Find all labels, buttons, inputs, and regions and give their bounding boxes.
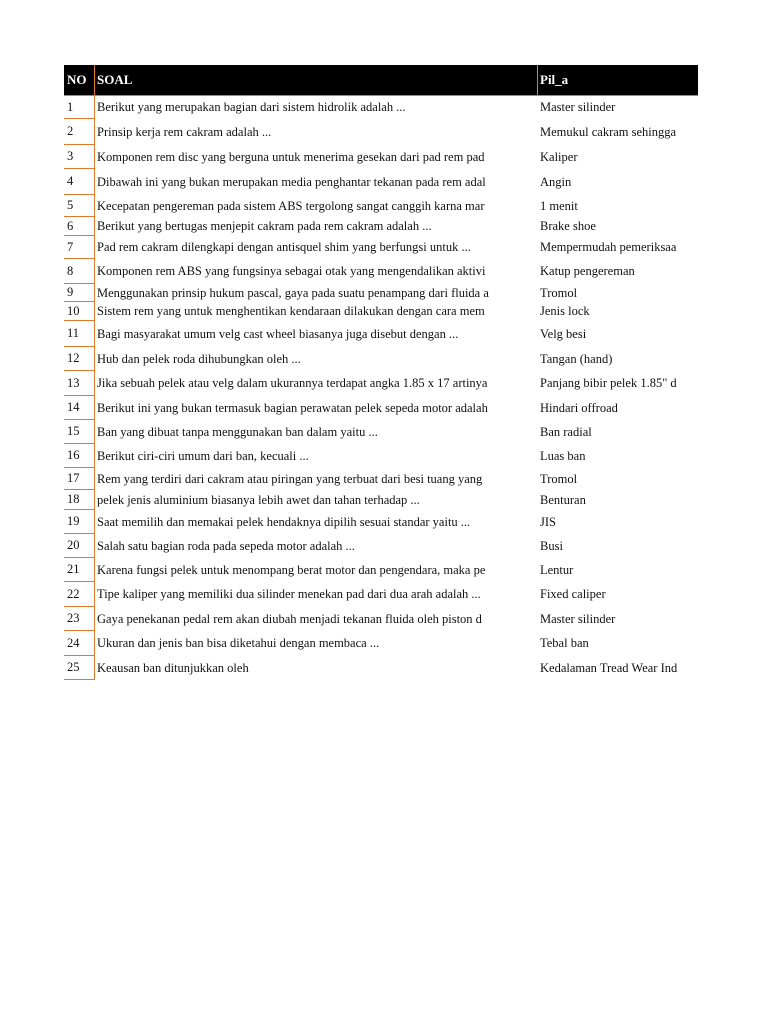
cell-pil-a[interactable]: Tebal ban (540, 636, 589, 650)
cell-no[interactable]: 9 (64, 284, 95, 302)
table-row (64, 236, 698, 259)
cell-no[interactable]: 23 (64, 607, 95, 631)
cell-no[interactable]: 14 (64, 396, 95, 420)
cell-pil-a[interactable]: Katup pengereman (540, 264, 635, 278)
cell-no[interactable]: 19 (64, 510, 95, 534)
cell-soal[interactable]: Gaya penekanan pedal rem akan diubah menjadi tekanan fluida oleh piston d (97, 611, 482, 626)
cell-no[interactable]: 17 (64, 468, 95, 490)
cell-soal[interactable]: Komponen rem disc yang berguna untuk menerima gesekan dari pad rem pad (97, 149, 485, 164)
cell-pil-a[interactable]: Tangan (hand) (540, 351, 613, 366)
cell-soal[interactable]: Rem yang terdiri dari cakram atau piringan yang terbuat dari besi tuang yang (97, 471, 483, 486)
header-soal[interactable]: SOAL (95, 65, 538, 95)
cell-soal[interactable]: Ukuran dan jenis ban bisa diketahui dengan membaca ... (97, 636, 380, 650)
table-row (64, 444, 698, 468)
header-pil-a[interactable]: Pil_a (540, 72, 569, 87)
cell-no[interactable]: 4 (64, 169, 95, 195)
cell-no[interactable]: 10 (64, 302, 95, 321)
cell-no[interactable]: 12 (64, 347, 95, 371)
table-row (64, 217, 698, 236)
cell-soal[interactable]: Hub dan pelek roda dihubungkan oleh ... (97, 351, 301, 366)
cell-pil-a[interactable]: Tromol (540, 471, 578, 486)
cell-no[interactable]: 3 (64, 145, 95, 169)
table-row (64, 169, 698, 195)
header-row (64, 65, 698, 96)
cell-pil-a[interactable]: Memukul cakram sehingga (540, 124, 677, 139)
cell-soal[interactable]: Saat memilih dan memakai pelek hendaknya dipilih sesuai standar yaitu ... (97, 514, 471, 529)
cell-no[interactable]: 2 (64, 119, 95, 145)
cell-no[interactable]: 20 (64, 534, 95, 558)
cell-soal[interactable]: Pad rem cakram dilengkapi dengan antisquel shim yang berfungsi untuk ... (97, 240, 471, 254)
cell-pil-a[interactable]: Panjang bibir pelek 1.85" d (540, 376, 677, 390)
cell-pil-a[interactable]: Busi (540, 538, 563, 553)
table-row (64, 420, 698, 444)
cell-no[interactable]: 22 (64, 582, 95, 607)
cell-pil-a[interactable]: Master silinder (540, 611, 616, 626)
cell-soal[interactable]: Berikut ini yang bukan termasuk bagian perawatan pelek sepeda motor adalah (97, 400, 488, 415)
table-row (64, 347, 698, 371)
cell-soal[interactable]: pelek jenis aluminium biasanya lebih awet dan tahan terhadap ... (97, 492, 420, 507)
table-row (64, 490, 698, 510)
cell-no[interactable]: 16 (64, 444, 95, 468)
cell-no[interactable]: 7 (64, 236, 95, 259)
table-row (64, 195, 698, 217)
table-row (64, 284, 698, 302)
cell-no[interactable]: 21 (64, 558, 95, 582)
cell-soal[interactable]: Karena fungsi pelek untuk menompang berat motor dan pengendara, maka pe (97, 562, 486, 577)
cell-pil-a[interactable]: Fixed caliper (540, 587, 606, 601)
table-row (64, 656, 698, 680)
cell-pil-a[interactable]: 1 menit (540, 198, 578, 213)
cell-no[interactable]: 24 (64, 631, 95, 656)
cell-pil-a[interactable]: Luas ban (540, 448, 586, 463)
table-row (64, 582, 698, 607)
cell-no[interactable]: 1 (64, 96, 95, 119)
cell-soal[interactable]: Dibawah ini yang bukan merupakan media penghantar tekanan pada rem adal (97, 174, 486, 189)
cell-soal[interactable]: Prinsip kerja rem cakram adalah ... (97, 124, 272, 139)
cell-pil-a[interactable]: Tromol (540, 285, 578, 300)
cell-pil-a[interactable]: Ban radial (540, 424, 592, 439)
cell-pil-a[interactable]: Mempermudah pemeriksaa (540, 240, 677, 254)
cell-pil-a[interactable]: Hindari offroad (540, 400, 618, 415)
table-row (64, 558, 698, 582)
cell-pil-a[interactable]: Benturan (540, 492, 586, 507)
cell-soal[interactable]: Komponen rem ABS yang fungsinya sebagai otak yang mengendalikan aktivi (97, 264, 486, 278)
cell-soal[interactable]: Sistem rem yang untuk menghentikan kendaraan dilakukan dengan cara mem (97, 304, 485, 318)
cell-soal[interactable]: Berikut yang merupakan bagian dari sistem hidrolik adalah ... (97, 100, 406, 114)
header-no[interactable]: NO (64, 65, 95, 95)
cell-pil-a[interactable]: JIS (540, 514, 556, 529)
table-row (64, 96, 698, 119)
table-row (64, 119, 698, 145)
cell-pil-a[interactable]: Kedalaman Tread Wear Ind (540, 660, 678, 675)
table-row (64, 145, 698, 169)
spreadsheet-table (64, 65, 698, 680)
cell-soal[interactable]: Bagi masyarakat umum velg cast wheel biasanya juga disebut dengan ... (97, 326, 459, 341)
table-row (64, 259, 698, 284)
cell-no[interactable]: 5 (64, 195, 95, 217)
cell-pil-a[interactable]: Angin (540, 174, 572, 189)
cell-soal[interactable]: Berikut ciri-ciri umum dari ban, kecuali ... (97, 448, 309, 463)
cell-pil-a[interactable]: Kaliper (540, 149, 578, 164)
cell-no[interactable]: 11 (64, 321, 95, 347)
cell-no[interactable]: 8 (64, 259, 95, 284)
table-row (64, 510, 698, 534)
table-row (64, 468, 698, 490)
table-row (64, 321, 698, 347)
table-row (64, 371, 698, 396)
table-row (64, 607, 698, 631)
cell-soal[interactable]: Menggunakan prinsip hukum pascal, gaya pada suatu penampang dari fluida a (97, 285, 489, 300)
cell-soal[interactable]: Salah satu bagian roda pada sepeda motor adalah ... (97, 538, 355, 553)
cell-pil-a[interactable]: Brake shoe (540, 219, 596, 233)
cell-soal[interactable]: Jika sebuah pelek atau velg dalam ukurannya terdapat angka 1.85 x 17 artinya (97, 376, 488, 390)
cell-soal[interactable]: Kecepatan pengereman pada sistem ABS tergolong sangat canggih karna mar (97, 198, 485, 213)
cell-no[interactable]: 25 (64, 656, 95, 680)
cell-soal[interactable]: Tipe kaliper yang memiliki dua silinder menekan pad dari dua arah adalah ... (97, 587, 481, 601)
cell-pil-a[interactable]: Lentur (540, 562, 574, 577)
cell-no[interactable]: 6 (64, 217, 95, 236)
cell-no[interactable]: 18 (64, 490, 95, 510)
cell-no[interactable]: 13 (64, 371, 95, 396)
cell-pil-a[interactable]: Jenis lock (540, 304, 590, 318)
cell-soal[interactable]: Ban yang dibuat tanpa menggunakan ban dalam yaitu ... (97, 424, 378, 439)
cell-pil-a[interactable]: Velg besi (540, 326, 587, 341)
table-row (64, 631, 698, 656)
table-body (64, 96, 698, 680)
cell-no[interactable]: 15 (64, 420, 95, 444)
cell-soal[interactable]: Keausan ban ditunjukkan oleh (97, 660, 249, 675)
table-row (64, 302, 698, 321)
cell-pil-a[interactable]: Master silinder (540, 100, 616, 114)
table-row (64, 396, 698, 420)
cell-soal[interactable]: Berikut yang bertugas menjepit cakram pada rem cakram adalah ... (97, 219, 432, 233)
table-row (64, 534, 698, 558)
